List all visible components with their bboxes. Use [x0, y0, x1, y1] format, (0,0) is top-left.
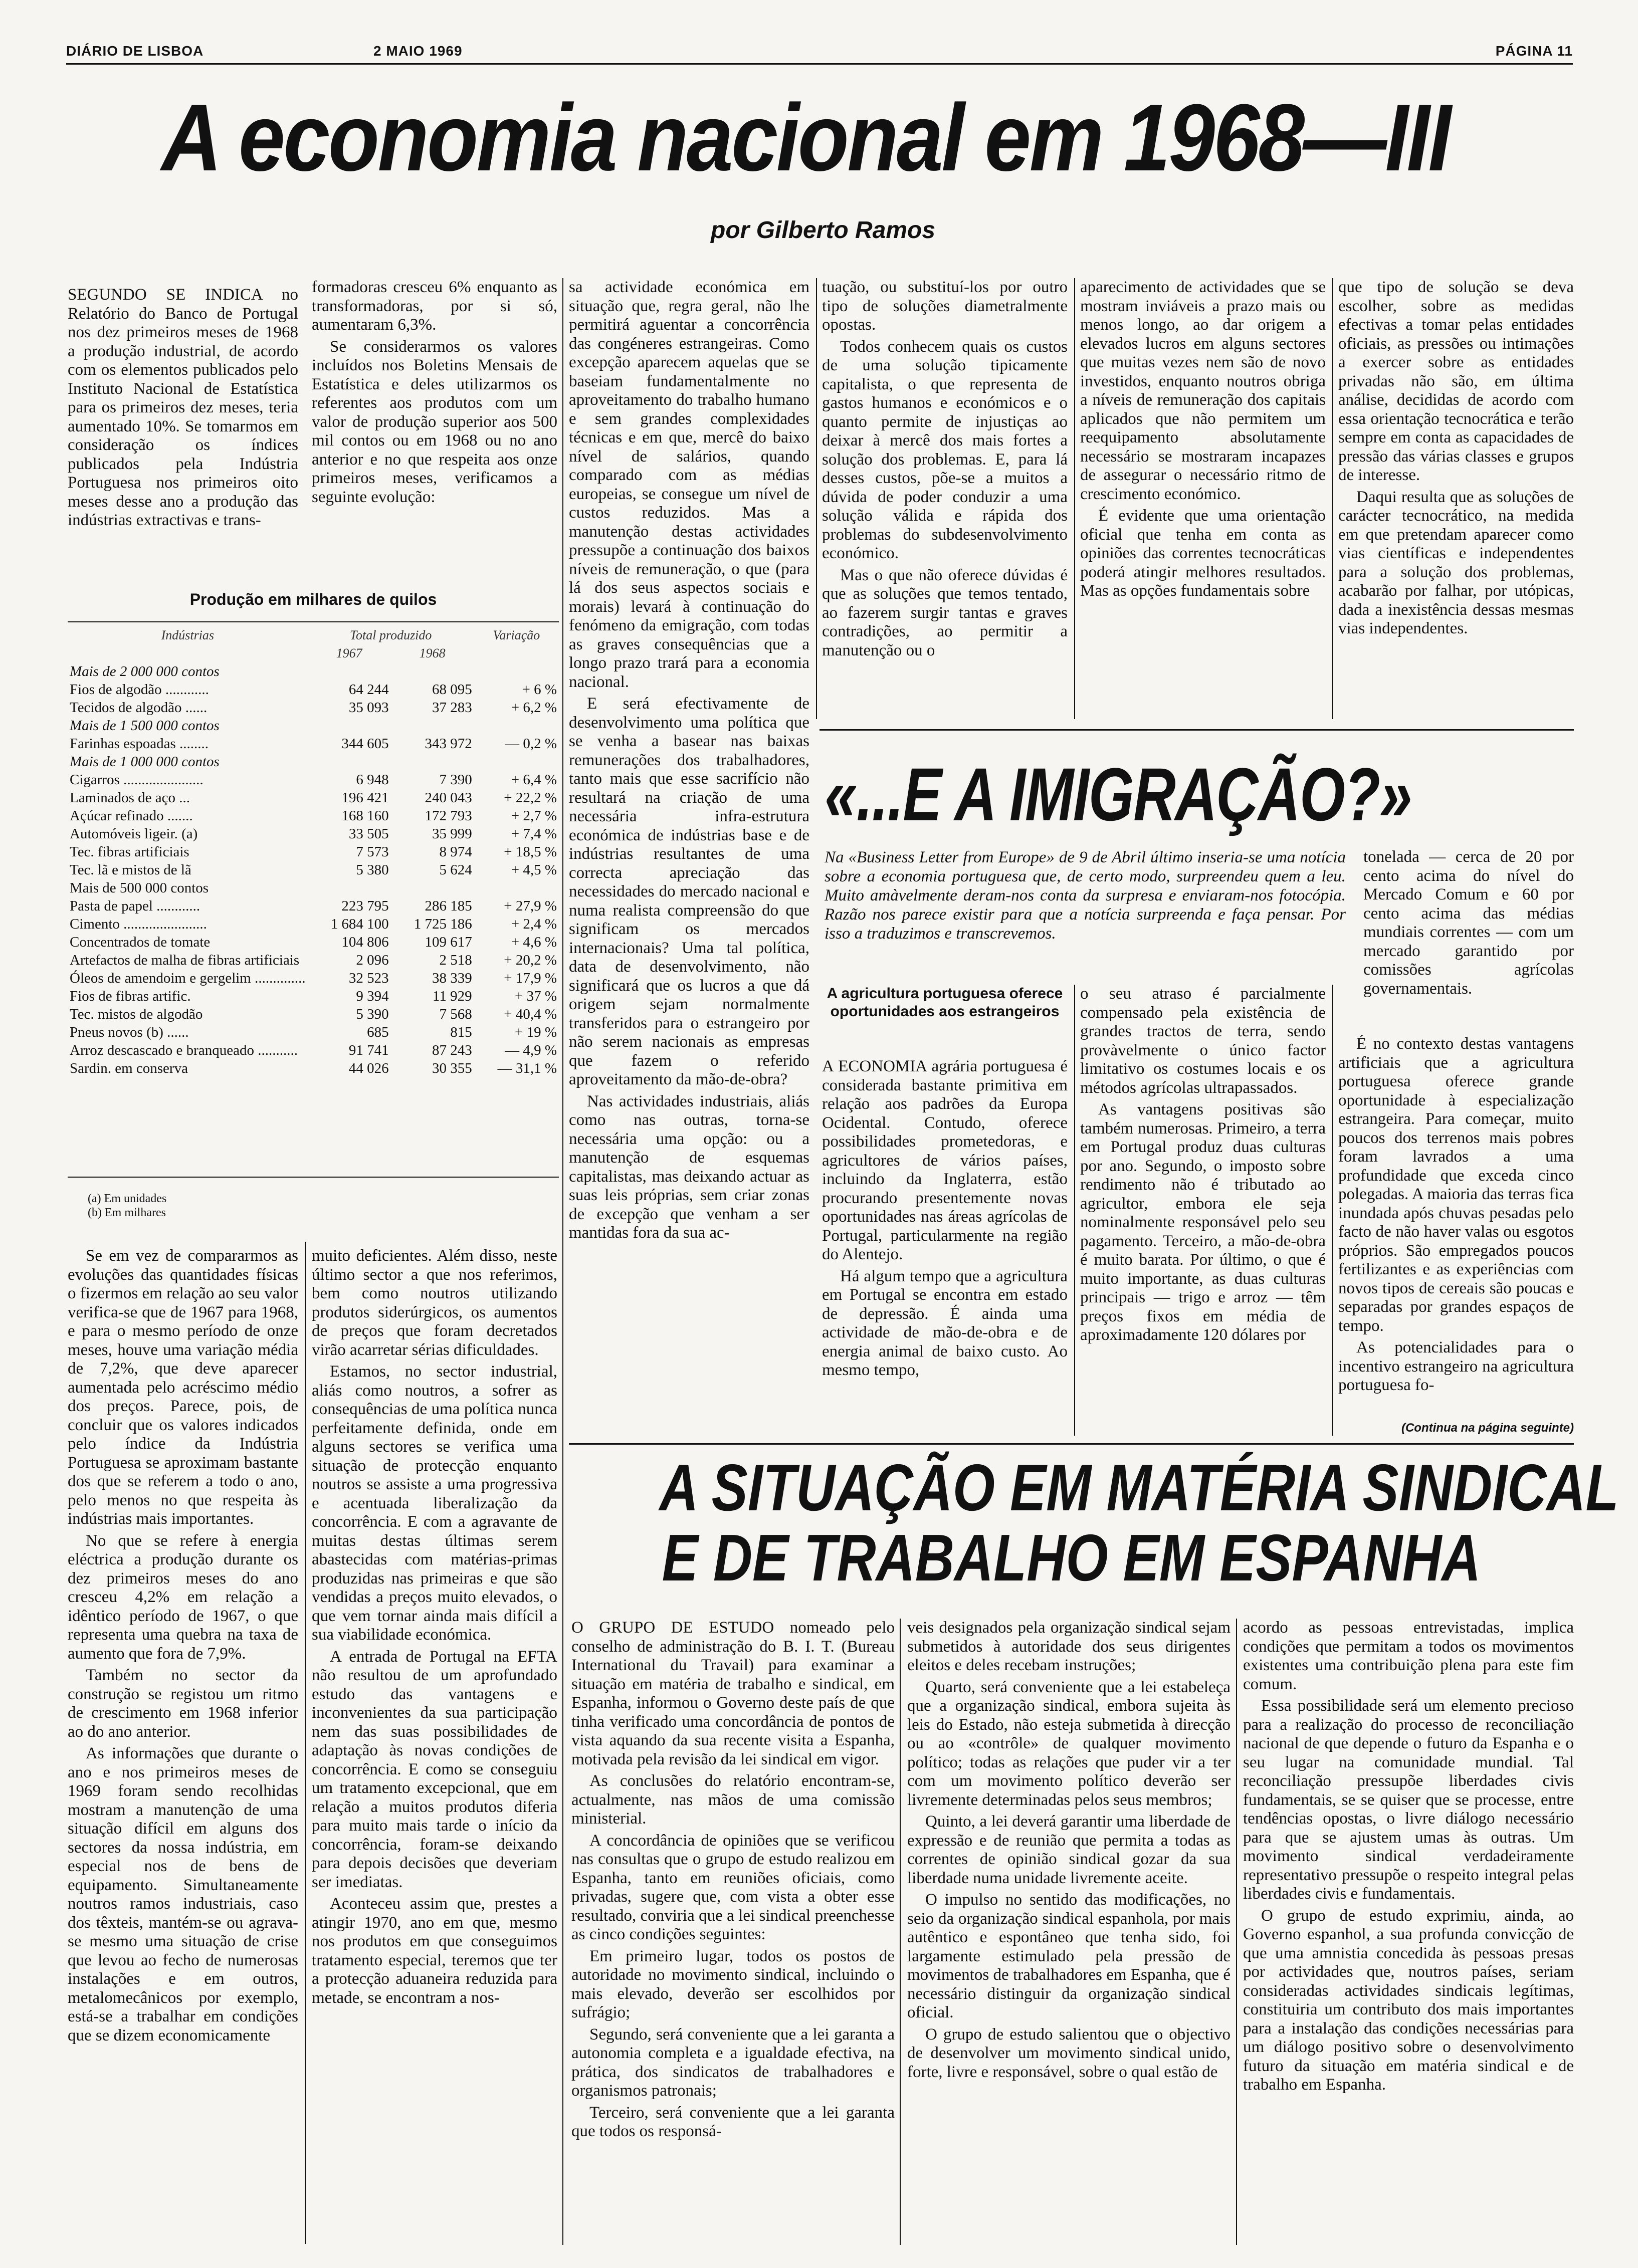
table-row: [68, 933, 559, 951]
row-label: Fios de algodão ............: [70, 682, 209, 698]
paragraph: O impulso no sentido das modificações, no seio da organização sindical espanhola, por mais autêntico e espontâneo que tenha sido, foi largamente estimulado pela pressão de movimentos de trabalhadores em Espanha, que é necessário distinguir da organização sindical oficial.: [907, 1891, 1231, 2021]
head-industrias: Indústrias: [161, 628, 215, 642]
table-rule-bottom: [68, 1177, 559, 1178]
row-value: 223 795: [341, 898, 389, 914]
head-1967: 1967: [336, 646, 362, 660]
row-label: Óleos de amendoim e gergelim ..............: [70, 970, 306, 986]
paragraph: Terceiro, será conveniente que a lei garanta que todos os responsá-: [571, 2103, 895, 2140]
production-table: [68, 626, 559, 1077]
row-value: 104 806: [341, 934, 389, 950]
article1-col1-top: [68, 286, 298, 606]
article2-top-rule: [820, 729, 1574, 731]
row-value: 35 093: [348, 700, 389, 716]
row-variation: + 18,5 %: [504, 844, 557, 860]
paragraph: As vantagens positivas são também numerosas. Primeiro, a terra em Portugal produz duas culturas por ano. Segundo, o imposto sobre rendimento não é tributado ao agricultor, embora ele seja nominalmente responsável pelo seu pagamento. Terceiro, a mão-de-obra é muito barata. Por último, o que é muito importante, as duas culturas principais — trigo e arroz — têm preços fixos em média de aproximadamente 120 dólares por: [1080, 1100, 1326, 1344]
row-label: Sardin. em conserva: [70, 1060, 188, 1076]
head-variacao: Variação: [493, 628, 540, 642]
paragraph: Quinto, a lei deverá garantir uma liberdade de expressão e de reunião que permita a todas as correntes de opinião sindical gozar da sua liberdade numa unidade livremente aceite.: [907, 1812, 1231, 1887]
paragraph: tonelada — cerca de 20 por cento acima do nível do Mercado Comum e 60 por cento acima das médias mundiais correntes — com um mercado garantido por comissões agrícolas governamentais.: [1363, 848, 1574, 998]
column-rule: [900, 1619, 901, 2245]
row-value: 6 948: [356, 772, 389, 788]
headline-imigracao: «...E A IMIGRAÇÃO?»: [825, 752, 1411, 836]
continue-note: (Continua na página seguinte): [1401, 1421, 1574, 1435]
row-variation: + 6 %: [522, 682, 557, 698]
table-row: [68, 987, 559, 1005]
row-value: 168 160: [341, 808, 389, 824]
row-label: Tec. lã e mistos de lã: [70, 862, 191, 878]
column-rule: [1332, 278, 1333, 719]
table-row: [68, 717, 559, 735]
paragraph: É evidente que uma orientação oficial que tenha em conta as opiniões das correntes tecnocráticas poderá atingir melhores resultados. Mas as opções fundamentais sobre: [1080, 507, 1326, 600]
row-label: Farinhas espoadas ........: [70, 736, 209, 752]
row-label: Pasta de papel ............: [70, 898, 200, 914]
article2-col2: [1080, 985, 1326, 1436]
row-value: 7 573: [356, 844, 389, 860]
row-label: Tec. fibras artificiais: [70, 844, 189, 860]
row-value: 685: [367, 1024, 389, 1040]
article1-col2-bottom: [312, 1247, 557, 2244]
row-value: 44 026: [348, 1060, 389, 1076]
paragraph: aparecimento de actividades que se mostram inviáveis a prazo mais ou menos longo, ao dar origem a elevados lucros em alguns sectores que muitas vezes nem são de novo investidos, enquanto noutros obriga a níveis de remuneração dos capitais aplicados que não permitem um reequipamento absolutamente necessário se mostraram incapazes de assegurar o necessário ritmo de crescimento económico.: [1080, 278, 1326, 503]
row-label: Pneus novos (b) ......: [70, 1024, 189, 1040]
paragraph: E será efectivamente de desenvolvimento uma política que se venha a basear nas baixas remunerações dos trabalhadores, tanto mais que esse sacrifício não resultará na criação de uma necessária infra-estrutura económica de indústrias base e de indústrias resultantes de uma correcta apreciação das necessidades do mercado nacional e numa realista compreensão do que significam os mercados internacionais? Uma tal política, data de desenvolvimento, não significará que os lucros a que dá origem sejam normalmente transferidos para o estrangeiro por não serem nacionais as empresas que fazem o referido aproveitamento da mão-de-obra?: [569, 695, 809, 1088]
note-a: (a) Em unidades: [88, 1192, 167, 1205]
paragraph: sa actividade económica em situação que, regra geral, não lhe permitirá aguentar a concorrência das congéneres estrangeiras. Como excepção aparecem aquelas que se baseiam fundamentalmente no aproveitamento do trabalho humano e sem grandes complexidades técnicas e em que, mercê do baixo nível de salários, quando comparado com as médias europeias, se consegue um nível de custos reduzidos. Mas a manutenção destas actividades pressupõe a continuação dos baixos níveis de remuneração, o que (para lá dos seus aspectos sociais e morais) levará à continuação do fenómeno da emigração, com todas as graves consequências que a longo prazo trará para a economia nacional.: [569, 278, 809, 691]
newspaper-name: DIÁRIO DE LISBOA: [66, 43, 204, 59]
table-row: [68, 789, 559, 807]
article3-col1: [571, 1619, 895, 2245]
row-value: 240 043: [425, 790, 472, 806]
row-value: 9 394: [356, 988, 389, 1004]
row-value: 8 974: [439, 844, 472, 860]
row-variation: + 17,9 %: [504, 970, 557, 986]
table-row: [68, 861, 559, 879]
article2-intro: Na «Business Letter from Europe» de 9 de Abril último inseria-se uma notícia sobre a economia portuguesa que, de certo modo, surpreendeu quem a leu. Muito amàvelmente deram-nos conta da surpresa e enviaram-nos fotocópia. Razão nos parece existir para que a notícia surpreenda e faça pensar. Por isso a traduzimos e transcrevemos.: [825, 848, 1346, 943]
column-rule: [1332, 985, 1333, 1436]
table-row: [68, 753, 559, 771]
headline-sindical-line2: E DE TRABALHO EM ESPANHA: [662, 1521, 1481, 1595]
row-value: 1 725 186: [414, 916, 472, 932]
row-value: 35 999: [432, 826, 472, 842]
table-row: [68, 681, 559, 699]
article1-col5: [1080, 278, 1326, 719]
table-notes: [88, 1192, 166, 1220]
paragraph: No que se refere à energia eléctrica a produção durante os dez primeiros meses do ano cresceu 4,2% em relação a idêntico período de 1967, o que representa uma quebra na taxa de aumento que fora de 7,9%.: [68, 1531, 298, 1663]
row-label: Tec. mistos de algodão: [70, 1006, 203, 1022]
row-variation: + 19 %: [514, 1024, 557, 1040]
row-variation: + 27,9 %: [504, 898, 557, 914]
row-label: Artefactos de malha de fibras artificiais: [70, 952, 300, 968]
row-label: Mais de 1 000 000 contos: [70, 754, 220, 770]
row-value: 109 617: [425, 934, 472, 950]
row-variation: + 40,4 %: [504, 1006, 557, 1022]
table-row: [68, 969, 559, 987]
column-rule: [1074, 278, 1075, 719]
paragraph: A ECONOMIA agrária portuguesa é considerada bastante primitiva em relação aos padrões da Europa Ocidental. Contudo, oferece possibilidades prometedoras, e agricultores de vários países, incluindo da Inglaterra, estão procurando presentemente novas oportunidades nas áreas agrícolas de Portugal, particularmente na região do Alentejo.: [822, 1057, 1068, 1263]
table-row: [68, 879, 559, 897]
paragraph: o seu atraso é parcialmente compensado pela existência de grandes tractos de terra, sendo provàvelmente o único factor limitativo os costumes locais e os métodos agrícolas ultrapassados.: [1080, 985, 1326, 1097]
note-b: (b) Em milhares: [88, 1206, 166, 1219]
paragraph: A entrada de Portugal na EFTA não resultou de um aprofundado estudo das vantagens e inconvenientes da sua participação nem das suas possibilidades de adaptação às novas condições de concorrência. E como se conseguiu um tratamento excepcional, que em relação a muitos produtos diferia para muito mais tarde o início da concorrência, foram-se deixando para depois decisões que deveriam ser imediatas.: [312, 1647, 557, 1891]
paragraph: muito deficientes. Além disso, neste último sector a que nos referimos, bem como noutros utilizando produtos siderúrgicos, os aumentos de preços que foram decretados virão acarretar sérias dificuldades.: [312, 1247, 557, 1359]
paragraph: Se em vez de compararmos as evoluções das quantidades físicas o fizermos em relação ao seu valor verifica-se que de 1967 para 1968, e para o mesmo período de onze meses, houve uma variação média de 7,2%, que deve aparecer aumentada pelo acréscimo médio dos preços. Parece, pois, de concluir que os valores indicados pelo índice da Indústria Portuguesa se aproximam bastante dos que se referem a todo o ano, pelo menos no que respeita às indústrias mais importantes.: [68, 1247, 298, 1528]
paragraph: veis designados pela organização sindical sejam submetidos à autoridade dos seus dirigentes eleitos e deles recebam instruções;: [907, 1619, 1231, 1674]
paragraph: As conclusões do relatório encontram-se, actualmente, nas mãos de uma comissão ministerial.: [571, 1772, 895, 1828]
row-value: 5 624: [439, 862, 472, 878]
row-variation: — 31,1 %: [497, 1060, 557, 1076]
row-value: 172 793: [425, 808, 472, 824]
table-rule-top: [68, 621, 559, 622]
article3-col2: [907, 1619, 1231, 2245]
row-value: 344 605: [341, 736, 389, 752]
paragraph: A concordância de opiniões que se verificou nas consultas que o grupo de estudo realizou em Espanha, tanto em reuniões oficiais, como privadas, sugere que, com vista a obter esse resultado, conviria que a lei sindical preenchesse as cinco condições seguintes:: [571, 1831, 895, 1943]
row-value: 343 972: [425, 736, 472, 752]
article2-col1: [822, 1057, 1068, 1438]
article2-intro-right: [1363, 848, 1574, 1038]
row-label: Tecidos de algodão ......: [70, 700, 208, 716]
column-rule: [1074, 985, 1075, 1436]
article1-col2-top: [312, 278, 557, 599]
row-value: 7 390: [439, 772, 472, 788]
table-row: [68, 1041, 559, 1059]
paragraph: Estamos, no sector industrial, aliás como noutros, a sofrer as consequências de uma política nunca perfeitamente definida, onde em alguns sectores se verifica uma situação de protecção enquanto noutros se assiste a uma progressiva e acentuada liberalização da concorrência. E com a agravante de muitas destas últimas serem abastecidas com matérias-primas produzidas nas primeiras e que são vendidas a preços muito elevados, o que vem tornar ainda mais difícil a sua viabilidade económica.: [312, 1363, 557, 1644]
row-label: Arroz descascado e branqueado ...........: [70, 1042, 298, 1058]
paragraph: O GRUPO DE ESTUDO nomeado pelo conselho de administração do B. I. T. (Bureau International du Travail) para examinar a situação em matéria de trabalho e sindical, em Espanha, informou o Governo deste país de que tinha verificado uma concordância de pontos de vista aquando da sua recente visita a Espanha, motivada pela revisão da lei sindical em vigor.: [571, 1619, 895, 1768]
row-value: 33 505: [348, 826, 389, 842]
table-row: [68, 771, 559, 789]
row-variation: + 37 %: [514, 988, 557, 1004]
paragraph: Em primeiro lugar, todos os postos de autoridade no movimento sindical, incluindo o mais elevado, deverão ser escolhidos por sufrágio;: [571, 1947, 895, 2021]
row-value: 2 518: [439, 952, 472, 968]
table-row: [68, 915, 559, 933]
row-variation: + 4,6 %: [511, 934, 557, 950]
row-variation: + 22,2 %: [504, 790, 557, 806]
row-variation: — 0,2 %: [505, 736, 557, 752]
paragraph: Nas actividades industriais, aliás como nas outras, torna-se necessária uma opção: ou a manutenção de esquemas capitalistas, mas deixando actuar as suas leis próprias, sem criar zonas de excepção que venham a ser mantidas fora da sua ac-: [569, 1092, 809, 1242]
article3-col3: [1243, 1619, 1574, 2245]
paragraph: acordo as pessoas entrevistadas, implica condições que permitam a todos os movimentos existentes uma contribuição plena para este fim comum.: [1243, 1619, 1574, 1693]
row-variation: + 6,4 %: [511, 772, 557, 788]
table-row: [68, 951, 559, 969]
row-variation: + 2,7 %: [511, 808, 557, 824]
paragraph: Aconteceu assim que, prestes a atingir 1970, ano em que, mesmo nos produtos em que conseguimos tratamento especial, teremos que ter a protecção aduaneira reduzida para metade, se encontram a nos-: [312, 1895, 557, 2007]
paragraph: que tipo de solução se deva escolher, sobre as medidas efectivas a tomar pelas entidades oficiais, as pressões ou intimações a exercer sobre as entidades privadas não são, em última análise, decididas de acordo com essa orientação tecnocrática e terão sempre em conta as capacidades de pressão das várias classes e grupos de interesse.: [1338, 278, 1574, 484]
column-rule: [1236, 1619, 1237, 2245]
column-rule: [305, 1242, 306, 2244]
row-value: 196 421: [341, 790, 389, 806]
paragraph: Daqui resulta que as soluções de carácter tecnocrático, na medida em que pretendam aparecer como vias científicas e independentes para a solução dos problemas, acabarão por falhar, por utópicas, dada a inexistência dessas mesmas vias independentes.: [1338, 488, 1574, 637]
paragraph: Mas o que não oferece dúvidas é que as soluções que temos tentado, ao fazerem surgir tantas e graves contradições, ao permitir a manutenção ou o: [822, 566, 1068, 659]
paragraph: É no contexto destas vantagens artificiais que a agricultura portuguesa oferece grande oportunidade à especialização estrangeira. Para começar, muito poucos dos terrenos mais pobres foram lavrados a uma profundidade que exceda cinco polegadas. A maioria das terras fica inundada após chuvas pesadas pelo facto de não haver valas ou esgotos próprios. São empregados poucos fertilizantes e as experiências com novos tipos de cereais são poucas e separadas por grandes espaços de tempo.: [1338, 1035, 1574, 1335]
article1-col4: [822, 278, 1068, 719]
byline: por Gilberto Ramos: [711, 217, 936, 244]
row-label: Fios de fibras artific.: [70, 988, 191, 1004]
row-label: Concentrados de tomate: [70, 934, 211, 950]
row-value: 32 523: [348, 970, 389, 986]
table-row: [68, 1005, 559, 1023]
row-value: 5 380: [356, 862, 389, 878]
row-label: Mais de 1 500 000 contos: [70, 718, 220, 734]
paragraph: O grupo de estudo salientou que o objectivo de desenvolver um movimento sindical unido, forte, livre e responsável, sobre o qual estão de: [907, 2025, 1231, 2081]
paragraph: As potencialidades para o incentivo estrangeiro na agricultura portuguesa fo-: [1338, 1338, 1574, 1394]
row-label: Açúcar refinado .......: [70, 808, 193, 824]
article1-col6: [1338, 278, 1574, 719]
row-label: Mais de 500 000 contos: [70, 880, 209, 896]
page-number: PÁGINA 11: [1495, 43, 1573, 59]
row-value: 11 929: [433, 988, 472, 1004]
row-value: 87 243: [432, 1042, 472, 1058]
row-variation: — 4,9 %: [505, 1042, 557, 1058]
table-row: [68, 662, 559, 681]
table-row: [68, 1059, 559, 1077]
row-value: 2 096: [356, 952, 389, 968]
row-label: Automóveis ligeir. (a): [70, 826, 198, 842]
article1-col1-bottom: [68, 1247, 298, 2244]
paragraph: Também no sector da construção se registou um ritmo de crescimento em 1968 inferior ao do ano anterior.: [68, 1666, 298, 1741]
paragraph: Há algum tempo que a agricultura em Portugal se encontra em estado de depressão. É ainda uma actividade de mão-de-obra e de energia animal de baixo custo. Ao mesmo tempo,: [822, 1267, 1068, 1379]
article3-top-rule: [569, 1443, 1574, 1445]
table-row: [68, 699, 559, 717]
row-variation: + 7,4 %: [511, 826, 557, 842]
row-label: Cigarros ......................: [70, 772, 203, 788]
row-label: Laminados de aço ...: [70, 790, 190, 806]
paragraph: Essa possibilidade será um elemento precioso para a realização do processo de reconciliação nacional de que depende o futuro da Espanha e o seu lugar na comunidade mundial. Tal reconciliação pressupõe liberdades civis fundamentais, se se quiser que se processe, entre tendências opostas, o livre diálogo necessário para que se ajustem umas às outras. Um movimento sindical verdadeiramente representativo pressupõe o respeito integral pelas liberdades civis e fundamentais.: [1243, 1697, 1574, 1903]
paragraph: Todos conhecem quais os custos de uma solução tipicamente capitalista, o que representa de gastos humanos e económicos e o quanto permite de injustiças ao deixar à mercê dos mais fortes a solução dos problemas. E, para lá desses custos, põe-se a muitos a dúvida de poder conduzir a uma solução válida e rápida dos problemas do subdesenvolvimento económico.: [822, 337, 1068, 562]
row-value: 91 741: [348, 1042, 389, 1058]
row-variation: + 6,2 %: [511, 700, 557, 716]
paragraph: formadoras cresceu 6% enquanto as transformadoras, por si só, aumentaram 6,3%.: [312, 278, 557, 334]
row-value: 286 185: [425, 898, 472, 914]
row-variation: + 2,4 %: [511, 916, 557, 932]
paragraph: As informações que durante o ano e nos primeiros meses de 1969 foram sendo recolhidas mostram a manutenção de uma situação difícil em alguns dos sectores da nossa indústria, em especial nos de bens de equipamento. Simultaneamente noutros ramos industriais, caso dos têxteis, mantém-se ou agrava-se mesmo uma situação de crise que levou ao fecho de numerosas instalações e em outros, metalomecânicos por exemplo, está-se a trabalhar em condições que se dizem economicamente: [68, 1744, 298, 2045]
row-label: Mais de 2 000 000 contos: [70, 663, 220, 679]
table-row: [68, 735, 559, 753]
row-value: 37 283: [432, 700, 472, 716]
table-title: Produção em milhares de quilos: [189, 590, 437, 608]
paragraph: Segundo, será conveniente que a lei garanta a autonomia completa e a igualdade efectiva, na prática, dos sindicatos de trabalhadores e organismos patronais;: [571, 2025, 895, 2100]
table-row: [68, 843, 559, 861]
paragraph: SEGUNDO SE INDICA no Relatório do Banco de Portugal nos dez primeiros meses de 1968 a produção industrial, de acordo com os elementos publicados pelo Instituto Nacional de Estatística para os primeiros dez meses, teria aumentado 10%. Se tomarmos em consideração os índices publicados pela Indústria Portuguesa nos primeiros oito meses desse ano a produção das indústrias extractivas e trans-: [68, 286, 298, 529]
row-value: 68 095: [432, 682, 472, 698]
paragraph: Se considerarmos os valores incluídos nos Boletins Mensais de Estatística e deles utilizarmos os referentes aos produtos com um valor de produção superior aos 500 mil contos ou em 1968 ou no ano anterior e no que respeita aos onze primeiros meses, verificamos a seguinte evolução:: [312, 337, 557, 506]
paragraph: Quarto, será conveniente que a lei estabeleça que a organização sindical, embora sujeita às leis do Estado, não esteja submetida à direcção ou ao «contrôle» de qualquer movimento político; todas as relações que puder vir a ter com um movimento político deverão ser livremente determinadas pelos seus membros;: [907, 1678, 1231, 1809]
article1-col3: [569, 278, 809, 1436]
row-variation: + 20,2 %: [504, 952, 557, 968]
table-row: [68, 807, 559, 825]
header-rule: [66, 63, 1573, 65]
paragraph: O grupo de estudo exprimiu, ainda, ao Governo espanhol, a sua profunda convicção de que uma amnistia concedida às pessoas presas por actividades que, noutros países, seriam consideradas actividades sindicais legítimas, constituiria um contributo dos mais importantes para a instalação das condições necessárias para um diálogo positivo sobre o desenvolvimento futuro da situação em matéria sindical e de trabalho em Espanha.: [1243, 1906, 1574, 2094]
row-value: 38 339: [432, 970, 472, 986]
row-value: 815: [450, 1024, 472, 1040]
table-row: [68, 897, 559, 915]
row-variation: + 4,5 %: [511, 862, 557, 878]
row-value: 5 390: [356, 1006, 389, 1022]
article2-subhead: A agricultura portuguesa oferece oportunidades aos estrangeiros: [827, 985, 1063, 1020]
head-1968: 1968: [419, 646, 446, 660]
paragraph: tuação, ou substituí-los por outro tipo de soluções diametralmente opostas.: [822, 278, 1068, 334]
row-value: 30 355: [432, 1060, 472, 1076]
row-value: 7 568: [439, 1006, 472, 1022]
issue-date: 2 MAIO 1969: [373, 43, 463, 59]
row-value: 1 684 100: [330, 916, 389, 932]
column-rule: [816, 278, 817, 719]
article2-col3: [1338, 1035, 1574, 1416]
row-label: Cimento .......................: [70, 916, 207, 932]
headline-economia: A economia nacional em 1968—III: [161, 85, 1450, 191]
table-row: [68, 1023, 559, 1041]
head-total: Total produzido: [349, 628, 432, 642]
table-row: [68, 825, 559, 843]
row-value: 64 244: [348, 682, 389, 698]
headline-sindical-line1: A SITUAÇÃO EM MATÉRIA SINDICAL: [659, 1451, 1619, 1524]
column-rule: [562, 278, 563, 2245]
